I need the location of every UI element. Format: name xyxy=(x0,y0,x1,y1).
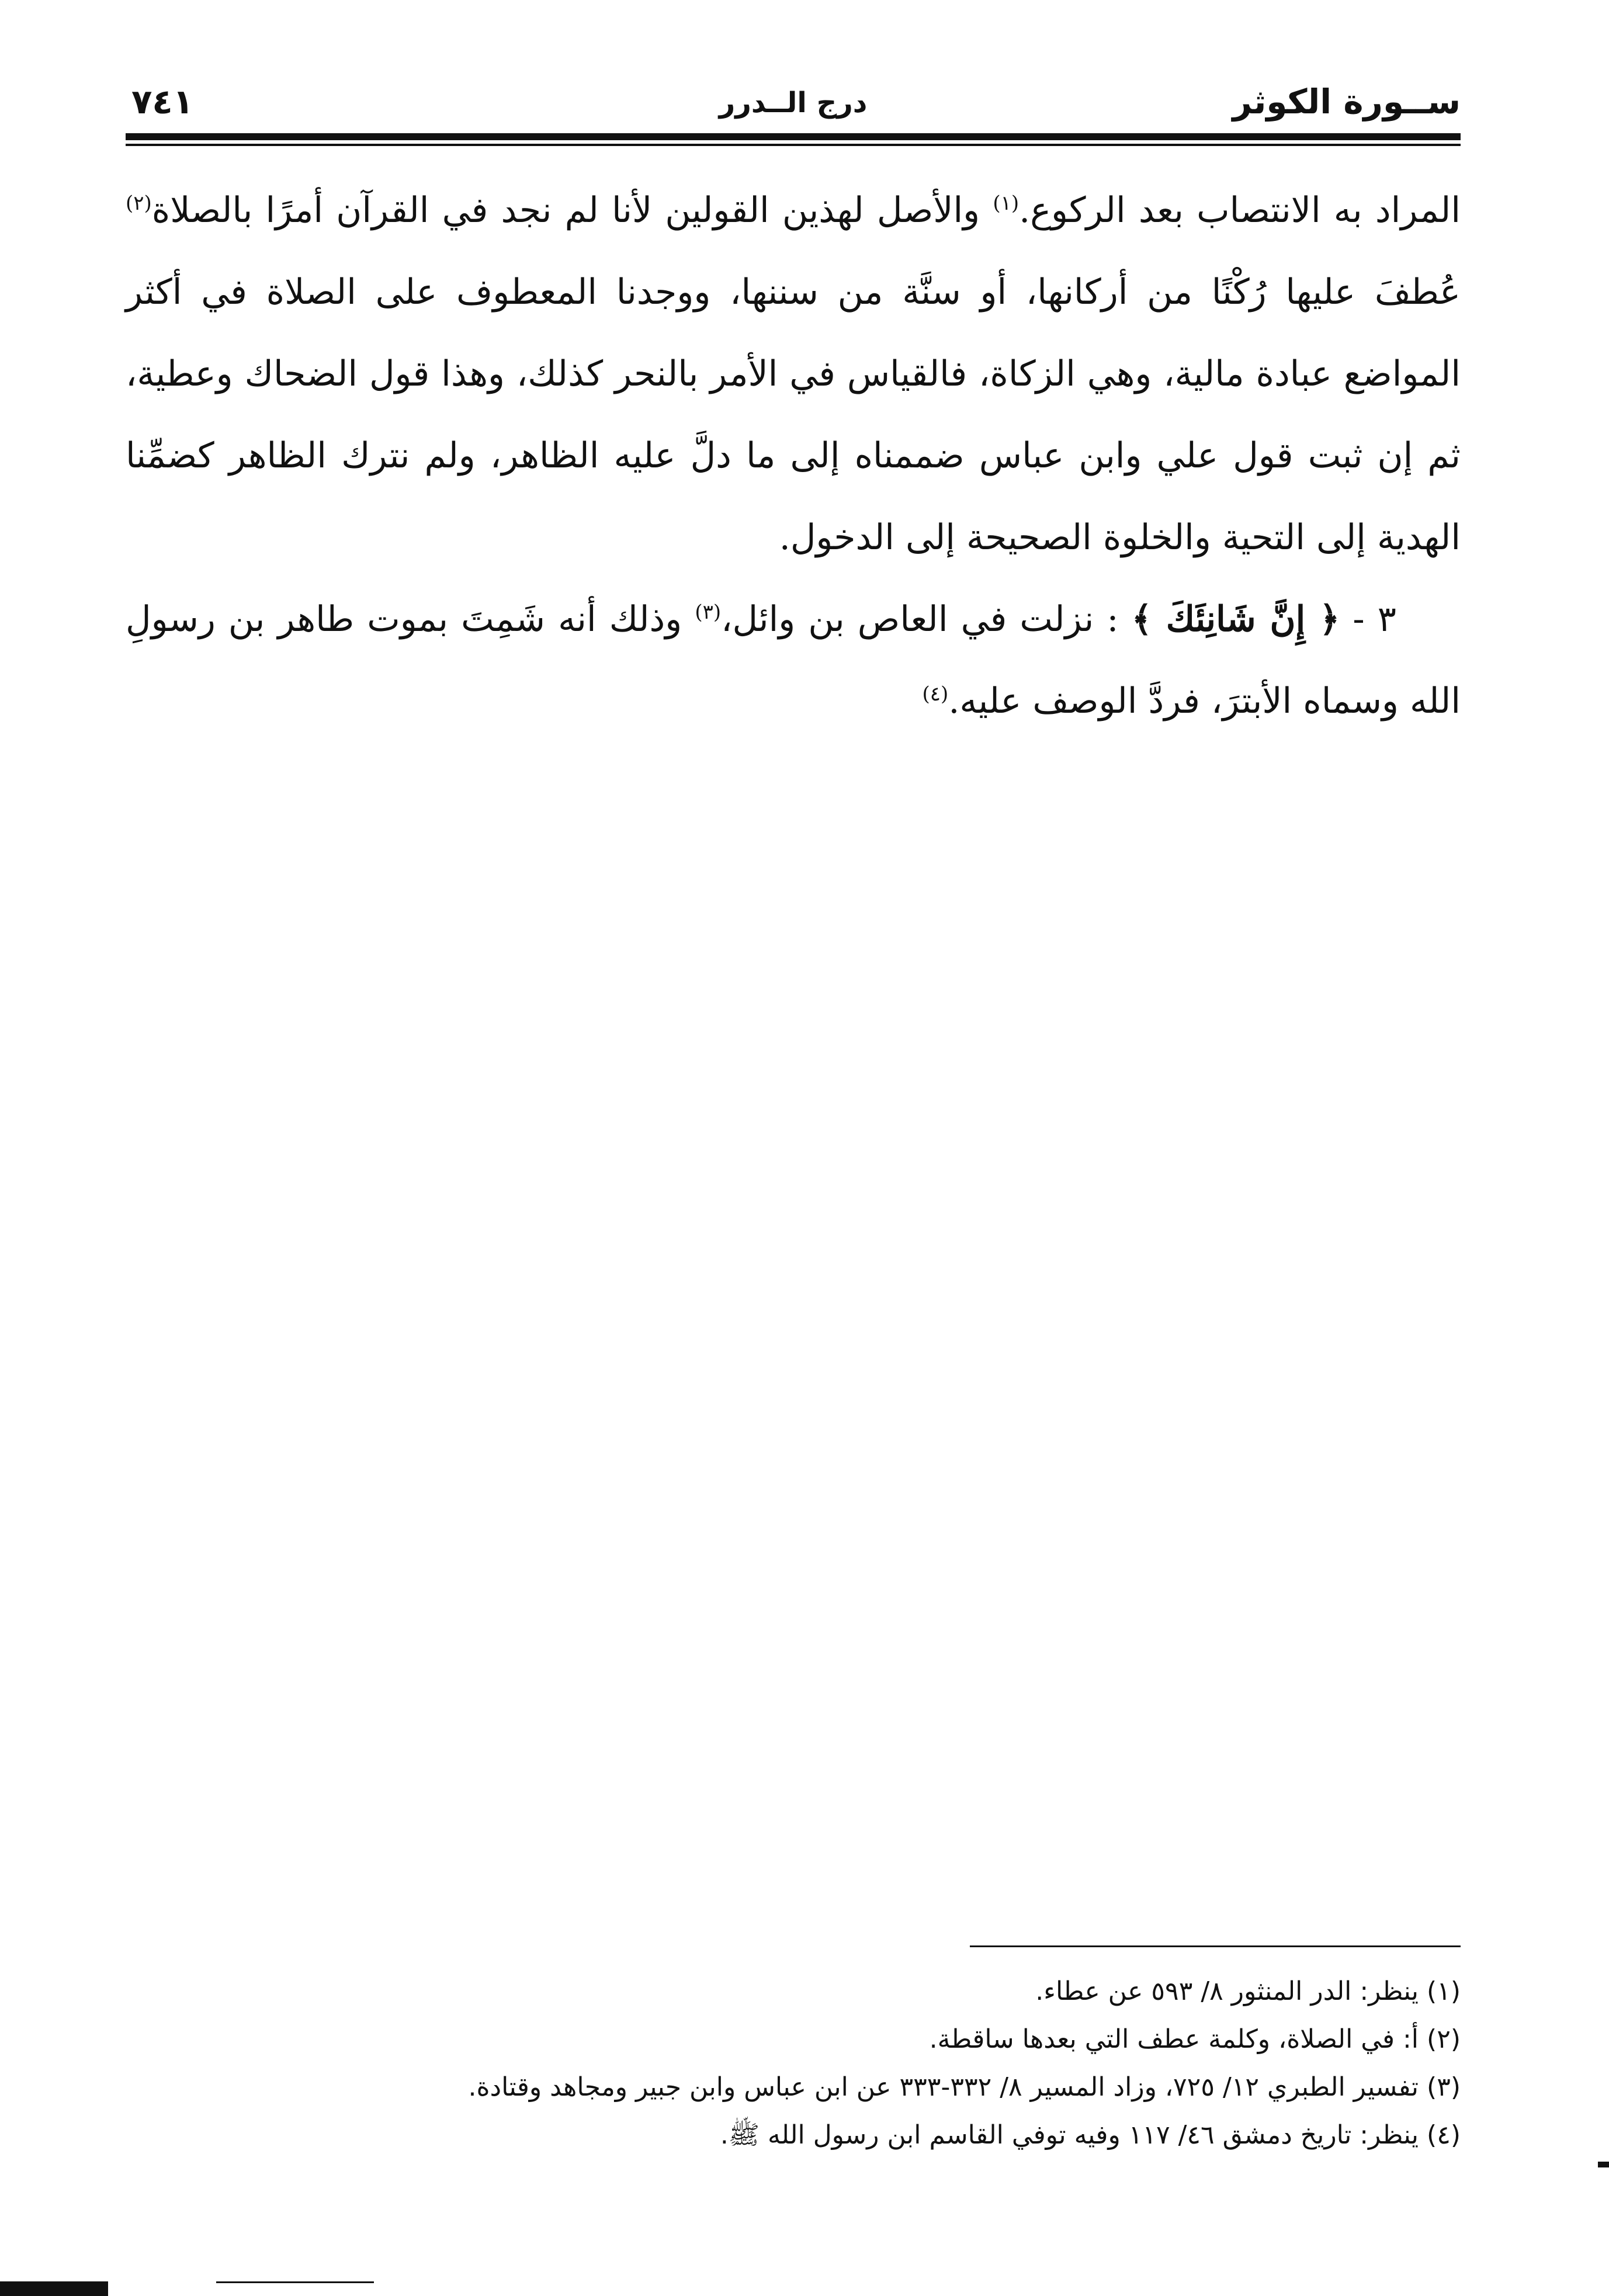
running-header xyxy=(126,82,1461,134)
footnote-ref-2: (٢) xyxy=(126,192,152,215)
header-rule-thin xyxy=(126,144,1461,146)
scan-mark xyxy=(0,2281,108,2296)
text-run: ٣ - xyxy=(1340,599,1396,640)
footnote-4: (٤) ينظر: تاريخ دمشق ٤٦/ ١١٧ وفيه توفي القاسم ابن رسول الله ﷺ. xyxy=(720,2120,1461,2150)
footnote-2: (٢) أ: في الصلاة، وكلمة عطف التي بعدها ساقطة. xyxy=(929,2024,1461,2054)
surah-title: ســورة الكوثر xyxy=(1232,82,1461,122)
footnote-3: (٣) تفسير الطبري ١٢/ ٧٢٥، وزاد المسير ٨/ ٣٣٢-٣٣٣ عن ابن عباس وابن جبير ومجاهد وقتادة. xyxy=(468,2072,1461,2102)
page-number: ٧٤١ xyxy=(131,82,194,122)
text-run: والأصل لهذين القولين لأنا لم نجد في القرآن أمرًا بالصلاة xyxy=(151,190,993,231)
footnote-ref-3: (٣) xyxy=(695,601,722,624)
text-run: عُطفَ عليها رُكْنًا من أركانها، أو سنَّة من سننها، ووجدنا المعطوف على الصلاة في أكثر المواضع عبادة مالية، وهي الزكاة، فالقياس في الأمر بالنحر كذلك، وهذا قول الضحاك وعطية، ثم إن ثبت قول علي وابن عباس ضممناه إلى ما دلَّ عليه الظاهر، ولم نترك الظاهر كضمِّنا الهدية إلى التحية والخلوة الصحيحة إلى الدخول. xyxy=(126,272,1461,558)
book-title: درج الــدرر xyxy=(719,86,868,119)
text-run: المراد به الانتصاب بعد الركوع. xyxy=(1019,190,1461,231)
quran-verse: ﴿ إِنَّ شَانِئَكَ ﴾ xyxy=(1131,599,1340,640)
header-rule xyxy=(126,133,1461,140)
footnote-separator xyxy=(970,1945,1461,1947)
paragraph-1 xyxy=(126,169,1461,578)
scan-mark xyxy=(1598,2162,1609,2167)
footnotes xyxy=(126,1968,1461,2159)
footnote-1: (١) ينظر: الدر المنثور ٨/ ٥٩٣ عن عطاء. xyxy=(1035,1976,1461,2006)
text-run: وذلك أنه شَمِتَ بموت طاهر بن رسولِ الله وسماه الأبترَ، فردَّ الوصف عليه. xyxy=(126,599,1461,722)
paragraph-2 xyxy=(126,578,1461,742)
scan-mark xyxy=(216,2281,374,2283)
footnote-ref-1: (١) xyxy=(993,192,1020,215)
text-run: : نزلت في العاص بن وائل، xyxy=(721,599,1132,640)
main-text xyxy=(126,169,1461,742)
footnote-ref-4: (٤) xyxy=(922,682,949,706)
